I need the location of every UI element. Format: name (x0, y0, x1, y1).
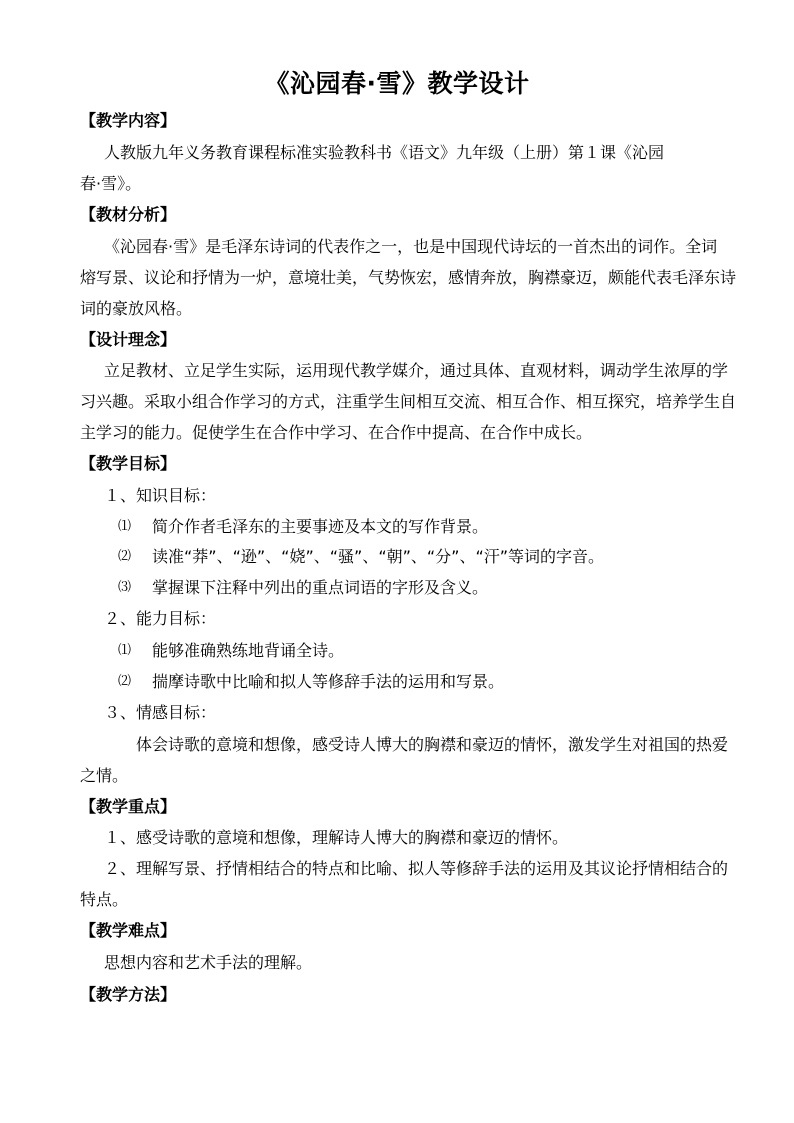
concept-line-2: 习兴趣。采取小组合作学习的方式，注重学生间相互交流、相互合作、相互探究，培养学生自 (80, 392, 737, 411)
section-heading-key: 【教学重点】 (80, 797, 177, 816)
emotion-line-1: 体会诗歌的意境和想像，感受诗人博大的胸襟和豪迈的情怀，激发学生对祖国的热爱 (136, 735, 729, 754)
section-heading-concept: 【设计理念】 (80, 330, 177, 349)
goal-knowledge-label: １、知识目标： (104, 486, 217, 505)
knowledge-item-number: ⑶ (118, 580, 132, 595)
analysis-line-2: 熔写景、议论和抒情为一炉，意境壮美，气势恢宏，感情奔放，胸襟豪迈，颇能代表毛泽东诗 (80, 268, 737, 287)
key-line-2: ２、理解写景、抒情相结合的特点和比喻、拟人等修辞手法的运用及其议论抒情相结合的 (104, 859, 729, 878)
content-line-2: 春·雪》。 (80, 174, 142, 193)
knowledge-item-text: 简介作者毛泽东的主要事迹及本文的写作背景。 (152, 517, 489, 536)
section-heading-difficulty: 【教学难点】 (80, 921, 177, 940)
ability-item-number: ⑵ (118, 674, 132, 689)
ability-item-text: 能够准确熟练地背诵全诗。 (152, 641, 345, 660)
analysis-line-1: 《沁园春·雪》是毛泽东诗词的代表作之一，也是中国现代诗坛的一首杰出的词作。全词 (104, 237, 718, 256)
knowledge-item-text: 掌握课下注释中列出的重点词语的字形及含义。 (152, 578, 489, 597)
ability-item-text: 揣摩诗歌中比喻和拟人等修辞手法的运用和写景。 (152, 672, 505, 691)
ability-item-number: ⑴ (118, 643, 132, 658)
document-title: 《沁园春·雪》教学设计 (264, 69, 530, 98)
analysis-line-3: 词的豪放风格。 (80, 299, 193, 318)
knowledge-item-number: ⑵ (118, 549, 132, 564)
section-heading-goals: 【教学目标】 (80, 454, 177, 473)
section-heading-method: 【教学方法】 (80, 985, 177, 1004)
emotion-line-2: 之情。 (80, 766, 129, 785)
concept-line-1: 立足教材、立足学生实际，运用现代教学媒介，通过具体、直观材料，调动学生浓厚的学 (104, 361, 729, 380)
goal-emotion-label: ３、情感目标： (104, 703, 217, 722)
section-heading-analysis: 【教材分析】 (80, 205, 177, 224)
key-line-3: 特点。 (80, 890, 129, 909)
knowledge-item-text: 读准“莽”、“逊”、“娆”、“骚”、“朝”、“分”、“汗”等词的字音。 (152, 547, 605, 566)
goal-ability-label: ２、能力目标： (104, 609, 217, 628)
difficulty-line-1: 思想内容和艺术手法的理解。 (104, 953, 313, 972)
concept-line-3: 主学习的能力。促使学生在合作中学习、在合作中提高、在合作中成长。 (80, 423, 593, 442)
key-line-1: １、感受诗歌的意境和想像，理解诗人博大的胸襟和豪迈的情怀。 (104, 828, 569, 847)
knowledge-item-number: ⑴ (118, 519, 132, 534)
section-heading-content: 【教学内容】 (80, 111, 177, 130)
content-line-1: 人教版九年义务教育课程标准实验教科书《语文》九年级（上册）第１课《沁园 (104, 143, 665, 162)
